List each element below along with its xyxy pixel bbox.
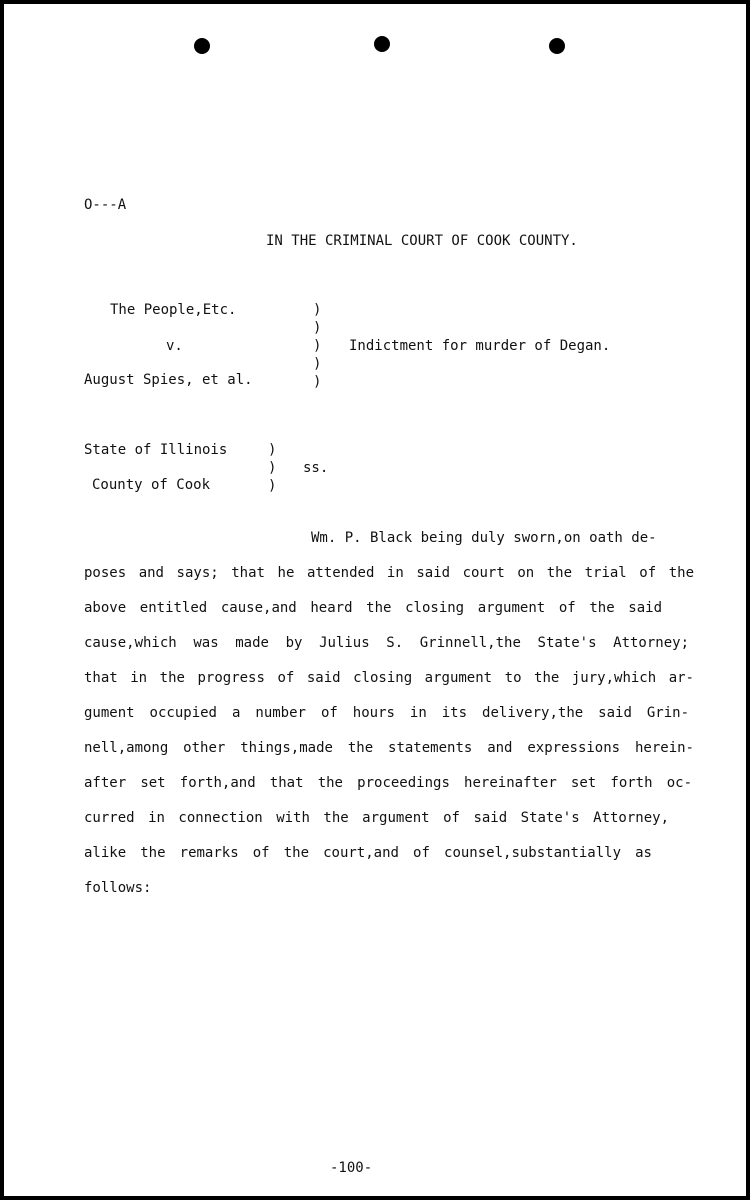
affidavit-line: alike the remarks of the court,and of counsel,substantially as <box>84 845 652 861</box>
punch-hole-right <box>549 38 565 54</box>
affidavit-line: nell,among other things,made the statements and expressions herein- <box>84 740 694 756</box>
punch-hole-center <box>374 36 390 52</box>
affidavit-line: cause,which was made by Julius S. Grinnell,the State's Attorney; <box>84 635 689 651</box>
affidavit-line: Wm. P. Black being duly sworn,on oath de- <box>311 530 657 546</box>
court-heading: IN THE CRIMINAL COURT OF COOK COUNTY. <box>266 233 578 249</box>
caption-description: Indictment for murder of Degan. <box>349 338 611 354</box>
affidavit-line: above entitled cause,and heard the closing argument of the said <box>84 600 662 616</box>
caption-defendant: August Spies, et al. <box>84 372 253 388</box>
venue-brackets: ) ) ) <box>268 442 277 494</box>
venue-state: State of Illinois <box>84 442 228 458</box>
affidavit-line: poses and says; that he attended in said court on the trial of the <box>84 565 694 581</box>
punch-hole-left <box>194 38 210 54</box>
caption-brackets: ) ) ) ) ) <box>313 302 322 390</box>
affidavit-line: curred in connection with the argument of said State's Attorney, <box>84 810 669 826</box>
venue-ss: ss. <box>303 460 329 476</box>
venue-county: County of Cook <box>92 477 211 493</box>
affidavit-line: follows: <box>84 880 152 896</box>
affidavit-line: after set forth,and that the proceedings hereinafter set forth oc- <box>84 775 692 791</box>
document-page <box>4 4 746 1196</box>
affidavit-line: gument occupied a number of hours in its delivery,the said Grin- <box>84 705 689 721</box>
document-code: O---A <box>84 197 127 213</box>
page-number: -100- <box>330 1160 373 1176</box>
caption-versus: v. <box>166 338 183 354</box>
affidavit-line: that in the progress of said closing argument to the jury,which ar- <box>84 670 694 686</box>
caption-plaintiff: The People,Etc. <box>110 302 237 318</box>
